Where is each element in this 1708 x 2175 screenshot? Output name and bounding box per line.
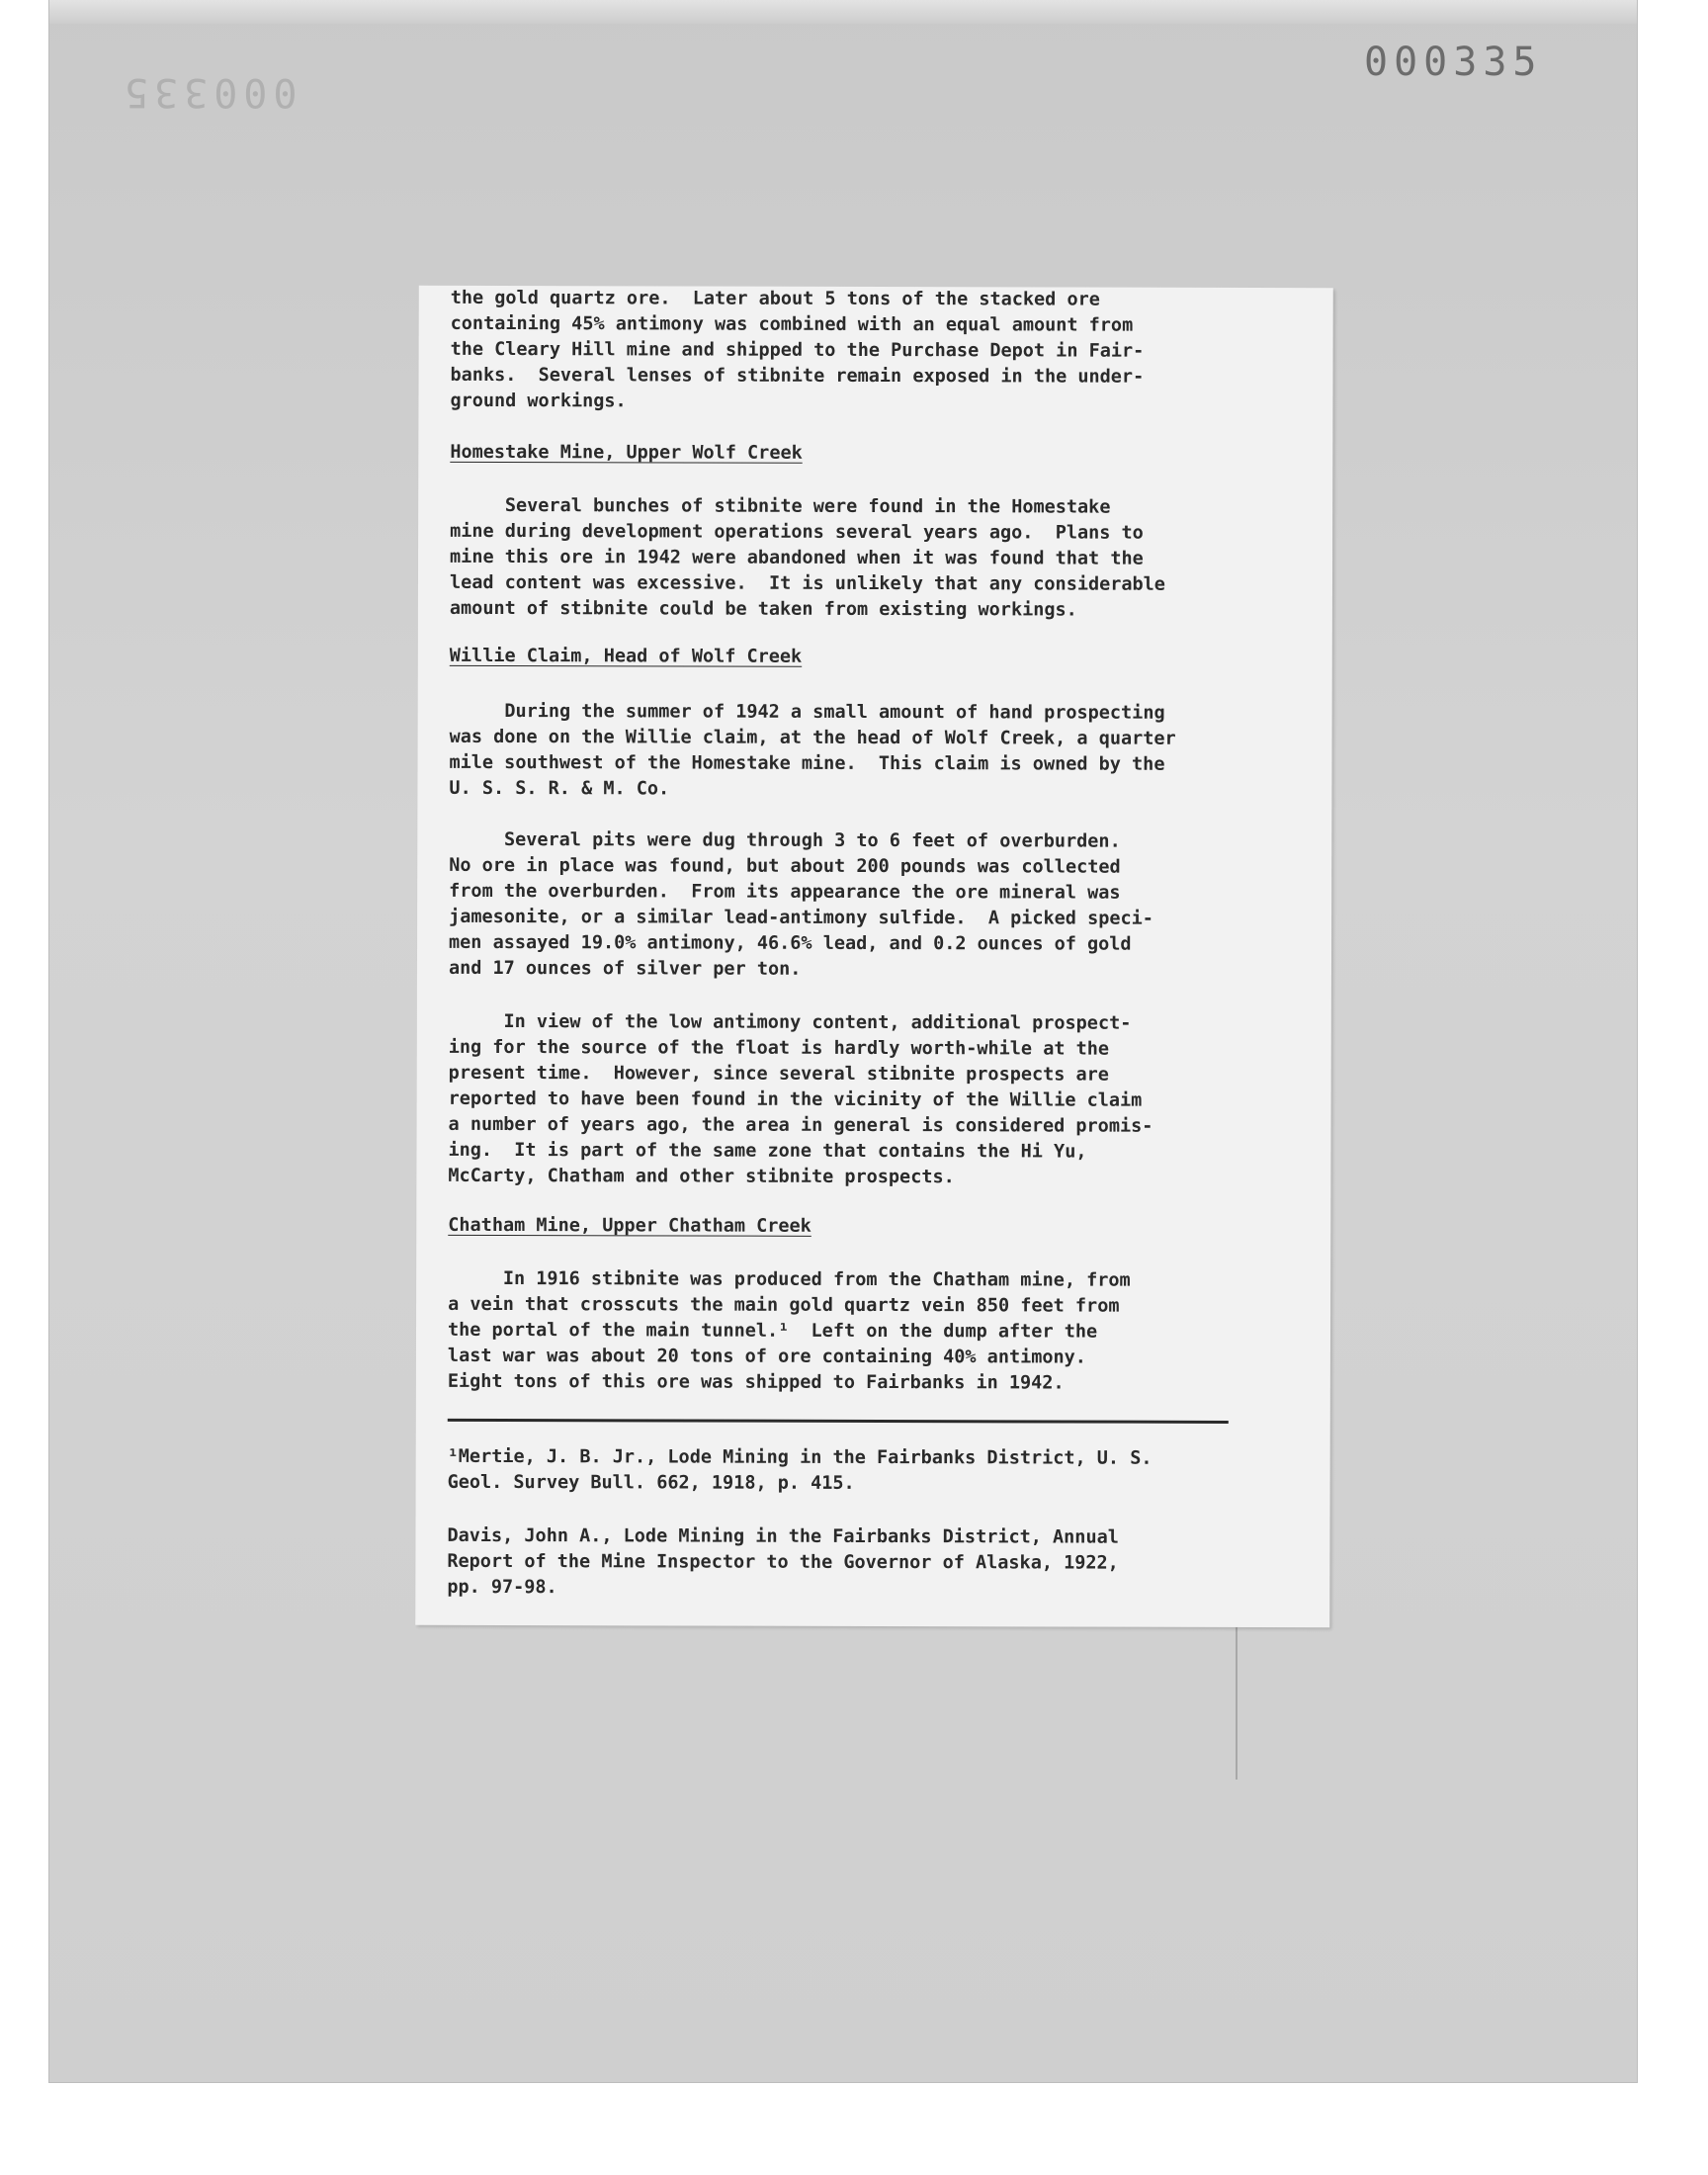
- text-line: reported to have been found in the vicinity of the Willie claim: [448, 1088, 1143, 1111]
- text-line: amount of stibnite could be taken from existing workings.: [449, 597, 1077, 621]
- text-line: the Cleary Hill mine and shipped to the Purchase Depot in Fair-: [450, 338, 1145, 362]
- page-number: 000335: [1364, 40, 1543, 85]
- bleed-through-number: 000335: [119, 69, 298, 115]
- text-line: Several pits were dug through 3 to 6 feet of overburden.: [449, 828, 1121, 852]
- text-line: Several bunches of stibnite were found in the Homestake: [450, 494, 1111, 518]
- continuation-paragraph: [450, 286, 1144, 416]
- text-line: Eight tons of this ore was shipped to Fairbanks in 1942.: [447, 1370, 1065, 1394]
- text-line: ing. It is part of the same zone that contains the Hi Yu,: [448, 1139, 1087, 1163]
- text-line: lead content was excessive. It is unlikely that any considerable: [449, 571, 1165, 595]
- text-line: No ore in place was found, but about 200 pounds was collected: [449, 854, 1121, 878]
- text-line: a number of years ago, the area in general is considered promis-: [448, 1113, 1153, 1137]
- willie-paragraph-2: [449, 827, 1153, 984]
- text-line: jamesonite, or a similar lead-antimony sulfide. A picked speci-: [449, 906, 1153, 929]
- text-line: McCarty, Chatham and other stibnite prospects.: [448, 1165, 955, 1188]
- text-line: from the overburden. From its appearance the ore mineral was: [449, 880, 1121, 904]
- text-line: present time. However, since several stibnite prospects are: [448, 1062, 1109, 1086]
- typed-page: [415, 286, 1333, 1627]
- text-line: In 1916 stibnite was produced from the Chatham mine, from: [448, 1267, 1131, 1291]
- text-line: ing for the source of the float is hardly worth-while at the: [448, 1036, 1110, 1060]
- chatham-paragraph: [448, 1266, 1131, 1397]
- willie-paragraph-3: [448, 1009, 1153, 1191]
- section-heading-homestake: Homestake Mine, Upper Wolf Creek: [450, 441, 803, 464]
- text-line: mine this ore in 1942 were abandoned when it was found that the: [450, 546, 1144, 569]
- text-line: mine during development operations several years ago. Plans to: [450, 520, 1144, 544]
- text-line: Davis, John A., Lode Mining in the Fairbanks District, Annual: [447, 1524, 1119, 1548]
- text-line: the portal of the main tunnel.¹ Left on the dump after the: [447, 1319, 1098, 1343]
- text-line: and 17 ounces of silver per ton.: [448, 957, 802, 980]
- text-line: pp. 97-98.: [447, 1576, 557, 1599]
- text-line: banks. Several lenses of stibnite remain exposed in the under-: [450, 364, 1145, 388]
- text-line: mile southwest of the Homestake mine. This claim is owned by the: [449, 751, 1165, 775]
- text-line: ground workings.: [450, 390, 627, 412]
- text-line: the gold quartz ore. Later about 5 tons of the stacked ore: [450, 287, 1100, 310]
- section-heading-chatham: Chatham Mine, Upper Chatham Creek: [448, 1214, 811, 1237]
- text-line: U. S. S. R. & M. Co.: [449, 777, 670, 800]
- text-line: a vein that crosscuts the main gold quartz vein 850 feet from: [448, 1293, 1120, 1317]
- text-line: During the summer of 1942 a small amount of hand prospecting: [449, 700, 1165, 724]
- willie-paragraph-1: [449, 699, 1175, 804]
- footnote-2: [447, 1523, 1119, 1603]
- section-heading-willie: Willie Claim, Head of Wolf Creek: [449, 645, 803, 667]
- footnote-separator: [448, 1419, 1229, 1424]
- text-line: ¹Mertie, J. B. Jr., Lode Mining in the Fairbanks District, U. S.: [447, 1445, 1153, 1469]
- text-line: Report of the Mine Inspector to the Governor of Alaska, 1922,: [447, 1550, 1119, 1574]
- homestake-paragraph: [450, 493, 1165, 624]
- fold-crease: [49, 0, 1637, 24]
- text-line: last war was about 20 tons of ore containing 40% antimony.: [447, 1345, 1086, 1368]
- text-line: containing 45% antimony was combined with an equal amount from: [450, 312, 1134, 336]
- text-line: men assayed 19.0% antimony, 46.6% lead, and 0.2 ounces of gold: [449, 931, 1132, 955]
- text-line: was done on the Willie claim, at the head of Wolf Creek, a quarter: [449, 726, 1176, 749]
- text-line: Geol. Survey Bull. 662, 1918, p. 415.: [447, 1471, 855, 1494]
- text-line: In view of the low antimony content, additional prospect-: [448, 1010, 1132, 1034]
- footnote-1: [448, 1444, 1153, 1498]
